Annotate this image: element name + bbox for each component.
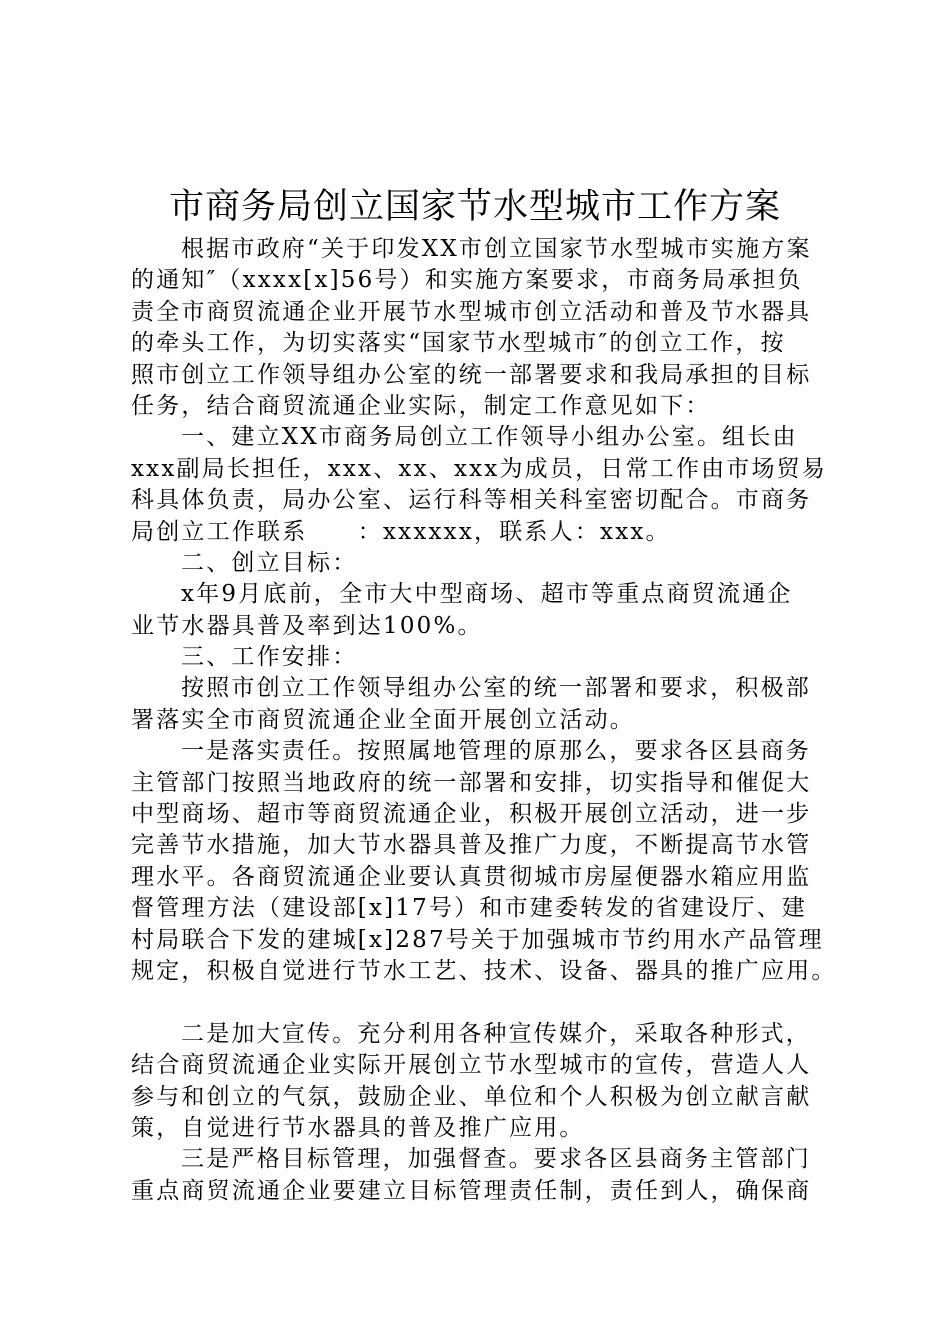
paragraph-section-1 [131,422,831,548]
text-line: 一是落实责任。按照属地管理的原那么，要求各区县商务 [181,738,811,765]
text-line: 一、建立XX市商务局创立工作领导小组办公室。组长由 [181,424,798,451]
text-line: 结合商贸流通企业实际开展创立节水型城市的宣传，营造人人 [131,1052,812,1079]
text-line: 参与和创立的气氛，鼓励企业、单位和个人积极为创立献言献 [131,1083,812,1110]
text-line: 三、工作安排： [181,644,358,671]
text-line: 二、创立目标： [181,549,358,576]
text-line: x年9月底前，全市大中型商场、超市等重点商贸流通企 [181,581,793,608]
paragraph-publicity [131,1019,831,1145]
text-line: xxx副局长担任，xxx、xx、xxx为成员，日常工作由市场贸易 [131,455,828,482]
text-line: 策，自觉进行节水器具的普及推广应用。 [131,1114,585,1141]
section-heading-arrangement [131,642,831,673]
text-line: 中型商场、超市等商贸流通企业，积极开展创立活动，进一步 [131,801,812,828]
text-line: 村局联合下发的建城[x]287号关于加强城市节约用水产品管理 [131,926,824,953]
paragraph-arrangement [131,673,831,736]
text-line: 的牵头工作，为切实落实“国家节水型城市″的创立工作，按 [131,330,786,357]
text-line: 按照市创立工作领导组办公室的统一部署和要求，积极部 [181,675,811,702]
text-line: 理水平。各商贸流通企业要认真贯彻城市房屋便器水箱应用监 [131,863,812,890]
text-line: 主管部门按照当地政府的统一部署和安排，切实指导和催促大 [131,769,812,796]
section-heading-goals [131,548,831,579]
document-title: 市商务局创立国家节水型城市工作方案 [168,187,781,227]
paragraph-supervision [131,1144,831,1207]
text-line: 督管理方法（建设部[x]17号）和市建委转发的省建设厅、建 [131,895,807,922]
text-line: 任务，结合商贸流通企业实际，制定工作意见如下： [131,392,711,419]
text-line: 科具体负责，局办公室、运行科等相关科室密切配合。市商务 [131,487,812,514]
text-line: 根据市政府“关于印发XX市创立国家节水型城市实施方案 [181,236,812,262]
text-line: 照市创立工作领导组办公室的统一部署要求和我局承担的目标 [131,361,812,388]
text-line: 重点商贸流通企业要建立目标管理责任制，责任到人，确保商 [131,1177,812,1204]
text-line: 规定，积极自觉进行节水工艺、技术、设备、器具的推广应用。 [131,957,837,984]
paragraph-intro [131,234,831,422]
text-line: 署落实全市商贸流通企业全面开展创立活动。 [131,706,635,733]
document-body [131,234,837,1207]
text-line: 二是加大宣传。充分利用各种宣传媒介，采取各种形式， [181,1020,811,1047]
text-line: 完善节水措施，加大节水器具普及推广力度，不断提高节水管 [131,832,812,859]
paragraph-gap [131,987,831,1018]
paragraph-responsibility [131,736,837,987]
paragraph-goals [131,579,831,642]
text-line: 的通知″（xxxx[x]56号）和实施方案要求，市商务局承担负 [131,267,803,294]
text-line: 三是严格目标管理，加强督查。要求各区县商务主管部门 [181,1146,811,1173]
text-line: 局创立工作联系 ：xxxxxx，联系人：xxx。 [131,518,671,545]
text-line: 业节水器具普及率到达100%。 [131,612,483,639]
text-line: 责全市商贸流通企业开展节水型城市创立活动和普及节水器具 [131,298,812,325]
